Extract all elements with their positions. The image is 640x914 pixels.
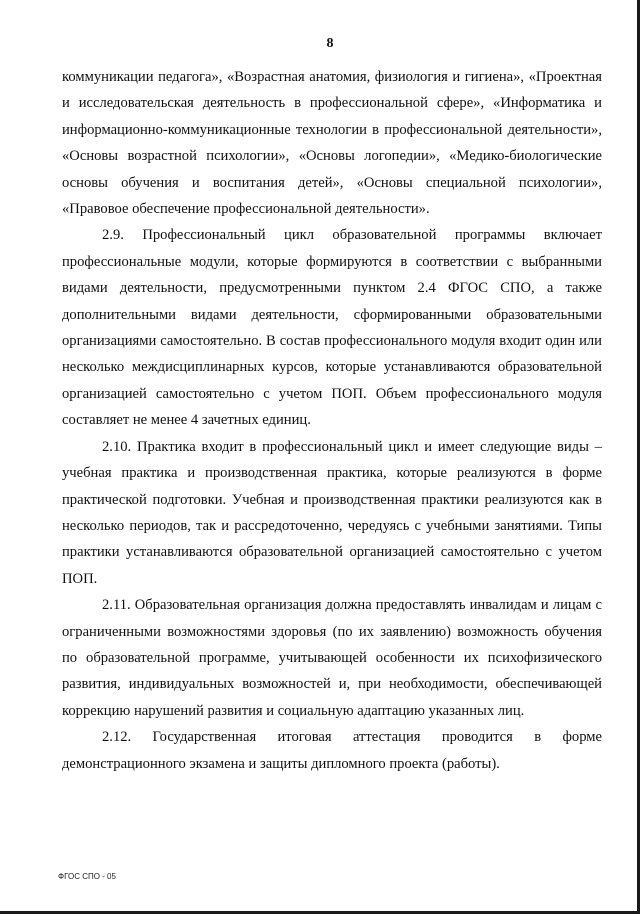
footer-document-code: ФГОС СПО - 05 — [58, 872, 116, 881]
paragraph-2-10: 2.10. Практика входит в профессиональный цикл и имеет следующие виды – учебная практика и производственная практика, которые реализуются в форме практической подготовки. Учебная и производственная практики реализуются как в несколько периодов, так и рассредоточенно, чередуясь с учебными занятиями. Типы практики устанавливаются образовательной организацией самостоятельно с учетом ПОП. — [62, 438, 602, 587]
paragraph-2-9: 2.9. Профессиональный цикл образовательной программы включает профессиональные модули, которые формируются в соответствии с выбранными видами деятельности, предусмотренными пунктом 2.4 ФГОС СПО, а также дополнительными видами деятельности, сформированными образовательными организациями самостоятельно. В состав профессионального модуля входит один или несколько междисциплинарных курсов, которые устанавливаются образовательной организацией самостоятельно с учетом ПОП. Объем профессионального модуля составляет не менее 4 зачетных единиц. — [62, 227, 602, 429]
paragraph-continuation: коммуникации педагога», «Возрастная анатомия, физиология и гигиена», «Проектная и исследовательская деятельность в профессиональной сфере», «Информатика и информационно-коммуникационные технологии в профессиональной деятельности», «Основы возрастной психологии», «Основы логопедии», «Медико-биологические основы обучения и воспитания детей», «Основы специальной психологии», «Правовое обеспечение профессиональной деятельности». — [62, 69, 602, 218]
paragraph-2-11: 2.11. Образовательная организация должна предоставлять инвалидам и лицам с ограниченными возможностями здоровья (по их заявлению) возможность обучения по образовательной программе, учитывающей особенности их психофизического развития, индивидуальных возможностей и, при необходимости, обеспечивающей коррекцию нарушений развития и социальную адаптацию указанных лиц. — [62, 597, 602, 719]
page-number: 8 — [326, 36, 334, 51]
paragraph-2-12: 2.12. Государственная итоговая аттестация проводится в форме демонстрационного экзамена и защиты дипломного проекта (работы). — [62, 729, 602, 772]
document-body — [62, 64, 602, 777]
